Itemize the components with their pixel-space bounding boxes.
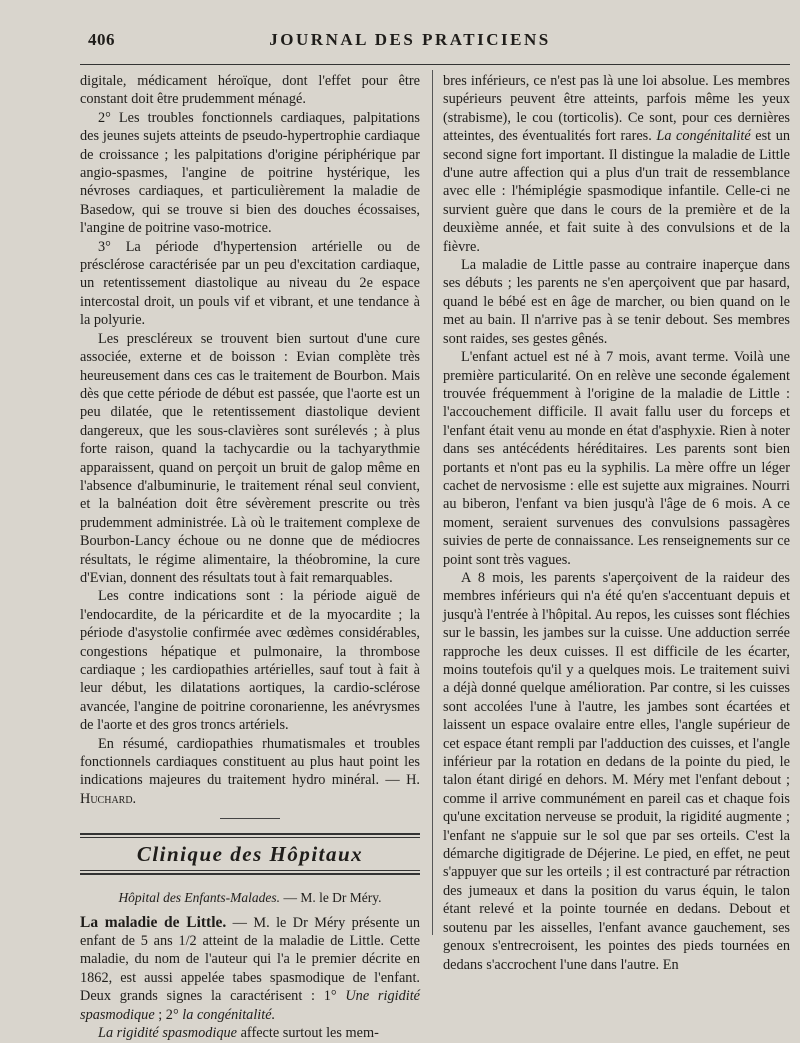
paragraph: A 8 mois, les parents s'aperçoivent de la raideur des membres inférieurs qui n'a été qu'en s'accentuant depuis et jusqu'à l'entrée à l'hôpital. Au repos, les cuisses sont fléchies sur le bassin, les jambes sur la cuisse. Une adduction serrée rapproche les deux cuisses. Il est difficile de les écarter, moins toutefois qu'il y a quelques mois. Le traitement suivi a déjà donné quelque amélioration. Par contre, si les cuisses sont accolées l'une à l'autre, les jambes sont écartées et laissent un espace ovalaire entre elles, l'angle supérieur de cet espace étant rempli par l'adduction des cuisses, et l'angle inférieur par la rotation en dedans de la pointe du pied, le talon étant dirigé en dehors. M. Méry met l'enfant debout ; comme il arrive communément en pareil cas et chaque fois qu'une excitation nerveuse se produit, la rigidité augmente ; l'enfant ne s'appuie sur le sol que par ses orteils. C'est la démarche digitigrade de Déjerine. Le pied, en effet, ne peut s'appuyer que sur les orteils ; il est contracturé par rétraction des jumeaux et dans la position du varus équin, le talon étant relevé et la pointe tournée en dedans. Debout et soutenu par les aisselles, l'enfant avance gauchement, ses genoux s'entrecroisent, les pointes des pieds tournées en dedans s'accrochent l'une dans l'autre. En (443, 569, 790, 973)
paragraph-text: En résumé, cardiopathies rhumatismales et troubles fonctionnels cardiaques constituent au plus haut point les indications majeures du traitement hydro minéral. — (80, 735, 420, 789)
author-signature: H. Huchard. (80, 772, 420, 807)
emphasis: La congénitalité (651, 128, 751, 145)
page-number: 406 (88, 30, 115, 49)
journal-title: JOURNAL DES PRATICIENS (269, 30, 551, 49)
paragraph: L'enfant actuel est né à 7 mois, avant terme. Voilà une première particularité. On en relève une seconde également trouvée fréquemment à l'origine de la maladie de Little : l'accouchement difficile. Il avait fallu user du forceps et l'enfant était venu au monde en état d'asphyxie. Rien à noter dans ses antécédents héréditaires. Les parents sont bien portants et n'ont pas eu la syphilis. La mère offre un léger cachet de nervosisme : elle est sujette aux migraines. Nourri au biberon, l'enfant va bien jusqu'à l'âge de 6 mois. A ce moment, seraient survenues des convulsions passagères suivies de perte de connaissance. Les renseignements sur ce point sont très vagues. (443, 349, 790, 568)
paragraph-text: bres inférieurs, ce n'est pas là une loi absolue. Les membres supérieurs peuvent être atteints, parfois même les yeux (strabisme), le cou (torticolis). Ce sont, pour ces dernières atteintes, des éventualités fort rares. (443, 73, 790, 145)
section-header-box (80, 833, 420, 875)
paragraph: digitale, médicament héroïque, dont l'effet pour être constant doit être prudemment ménagé. (80, 73, 420, 108)
emphasis: La rigidité spasmodique (98, 1025, 238, 1042)
paragraph (443, 72, 790, 256)
hospital-line (80, 889, 420, 907)
paragraph-text: — M. le Dr Méry présente un enfant de 5 ans 1/2 atteint de la maladie de Little. Cette maladie, du nom de l'auteur qui l'a le premier décrite en 1862, est aussi appelée tabes spasmodique de l'enfant. Deux grands signes la caractérisent : 1° (80, 914, 420, 1005)
paragraph: 2° Les troubles fonctionnels cardiaques, palpitations des jeunes sujets atteints de pseudo-hypertrophie cardiaque de croissance ; les palpitations d'origine périphérique par angio-spasmes, l'angine de poitrine hystérique, les névroses cardiaques, et particulièrement la maladie de Basedow, qui se trouve si bien des douches écossaises, l'angine de poitrine vaso-motrice. (80, 109, 420, 237)
hospital-doctor: — M. le Dr Méry. (280, 890, 382, 906)
separator-rule (220, 818, 280, 819)
paragraph-text: ; 2° (154, 1006, 179, 1023)
paragraph: La maladie de Little passe au contraire inaperçue dans ses débuts ; les parents ne s'en aperçoivent que par hasard, quand le bébé est en âge de marcher, ou bien quand on le met au bain. Il n'arrive pas à se tenir debout. Ses membres sont raides, ses gestes gênés. (443, 257, 790, 347)
section-title: Clinique des Hôpitaux (136, 842, 364, 867)
hospital-name: Hôpital des Enfants-Malades. (118, 890, 281, 906)
paragraph-text: est un second signe fort important. Il distingue la maladie de Little d'une autre affection qui a plus d'un trait de ressemblance avec elle : l'hémiplégie spasmodique infantile. Celle-ci ne survient guère que dans le cours de la première et de la deuxième année, et fait suite à des convulsions et de la fièvre. (443, 128, 790, 255)
right-column (443, 72, 790, 974)
paragraph (80, 1024, 420, 1042)
paragraph (80, 735, 420, 809)
article-title: La maladie de Little. (80, 913, 227, 931)
running-header (0, 30, 800, 58)
paragraph-text: affecte surtout les mem- (237, 1025, 379, 1042)
column-rule (432, 70, 433, 935)
paragraph (80, 914, 420, 1024)
header-rule (80, 64, 790, 65)
paragraph: 3° La période d'hypertension artérielle ou de présclérose caractérisée par un peu d'excitation cardiaque, un retentissement diastolique au niveau du 2e espace intercostal droit, un pouls vif et vibrant, et une tendance à la polyurie. (80, 238, 420, 329)
paragraph: Les prescléreux se trouvent bien surtout d'une cure associée, externe et de boisson : Evian complète très heureusement dans ces cas le traitement de Bourbon. Mais dès que cette période de début est passée, que l'aorte est un peu dilatée, que le retentissement diastolique devient dangereux, que les sous-clavières sont surélevés ; à plus forte raison, quand la tachycardie ou la tachyarythmie apparaissent, quand on perçoit un bruit de galop même en l'absence d'albuminurie, le traitement rénal seul convient, et la balnéation doit être sévèrement prescrite ou très prudemment administrée. Là où le traitement complexe de Bourbon-Lancy échoue ou ne donne que de médiocres résultats, le régime alimentaire, la théobromine, la cure d'Evian, donnent des résultats tout à fait remarquables. (80, 330, 420, 586)
emphasis: la congénitalité. (178, 1006, 276, 1023)
left-column (80, 72, 420, 1043)
paragraph: Les contre indications sont : la période aiguë de l'endocardite, de la péricardite et de la myocardite ; la période d'asystolie confirmée avec œdèmes considérables, congestions hépatique et pulmonaire, la thrombose cardiaque ; les cardiopathies artérielles, sauf tout à fait à leur début, les dilatations aortiques, la cardio-sclérose avancée, l'angine de poitrine coronarienne, les anévrysmes de l'aorte et des gros troncs artériels. (80, 588, 420, 734)
emphasis: Une rigidité spasmodique (80, 988, 421, 1023)
